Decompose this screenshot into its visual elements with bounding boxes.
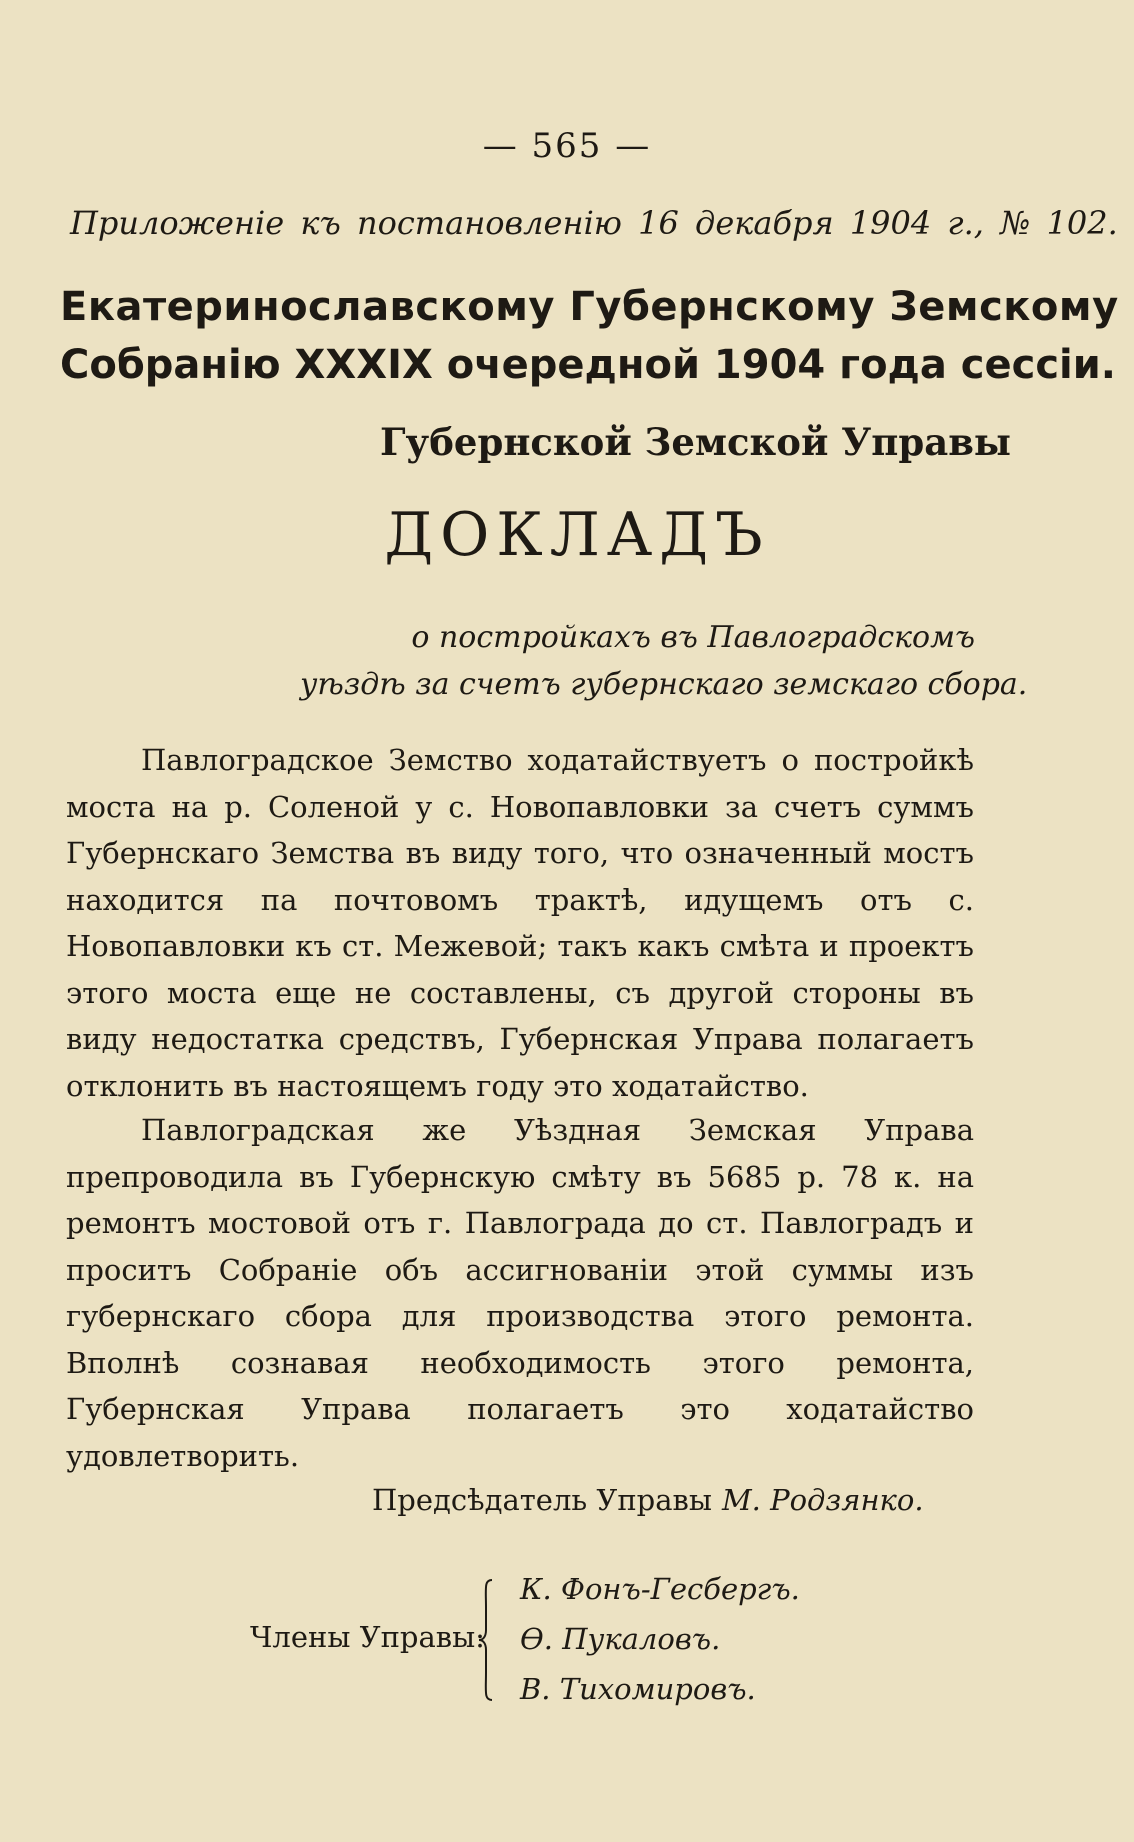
member-name-1: К. Фонъ-Гесбергъ. xyxy=(520,1572,800,1606)
page-number: — 565 — xyxy=(482,126,652,166)
paragraph-1-text: Павлоградское Земство ходатайствуетъ о постройкѣ моста на р. Соленой у с. Новопавловки за счетъ суммъ Губернскаго Земства въ виду того, что означенный мостъ находится па почтовомъ трактѣ, идущемъ отъ с. Новопавловки къ ст. Межевой; такъ какъ смѣта и проектъ этого моста еще не составлены, съ другой стороны въ виду недостатка средствъ, Губернская Управа полагаетъ отклонить въ настоящемъ году это ходатайство. xyxy=(66,743,974,1103)
member-name-2: Ѳ. Пукаловъ. xyxy=(520,1622,721,1656)
curly-brace-icon xyxy=(476,1578,496,1702)
paragraph-2 xyxy=(66,1107,974,1479)
chairman-signature xyxy=(372,1483,924,1517)
heading-line-3: Губернской Земской Управы xyxy=(380,420,1012,464)
paragraph-2-text: Павлоградская же Уѣздная Земская Управа препроводила въ Губернскую смѣту въ 5685 р. 78 к. на ремонтъ мостовой отъ г. Павлограда до ст. Павлоградъ и проситъ Собраніе объ ассигнованіи этой суммы изъ губернскаго сбора для производства этого ремонта. Вполнѣ сознавая необходимость этого ремонта, Губернская Управа полагаетъ это ходатайство удовлетворить. xyxy=(66,1113,974,1473)
member-name-3: В. Тихомировъ. xyxy=(520,1672,756,1706)
chairman-name: М. Родзянко. xyxy=(721,1483,924,1517)
members-label: Члены Управы: xyxy=(250,1620,485,1654)
appendix-reference: Приложеніе къ постановленію 16 декабря 1904 г., № 102. xyxy=(70,204,1118,242)
subtitle-line-2: уѣздѣ за счетъ губернскаго земскаго сбора. xyxy=(300,667,1028,702)
report-title: ДОКЛАДЪ xyxy=(384,500,770,570)
heading-line-1: Екатеринославскому Губернскому Земскому xyxy=(60,284,1119,330)
heading-line-2: Собранію XXXIX очередной 1904 года сессіи. xyxy=(60,342,1116,388)
subtitle-line-1: о постройкахъ въ Павлоградскомъ xyxy=(411,620,975,655)
chairman-label: Предсѣдатель Управы xyxy=(372,1483,712,1517)
paragraph-1 xyxy=(66,737,974,1109)
